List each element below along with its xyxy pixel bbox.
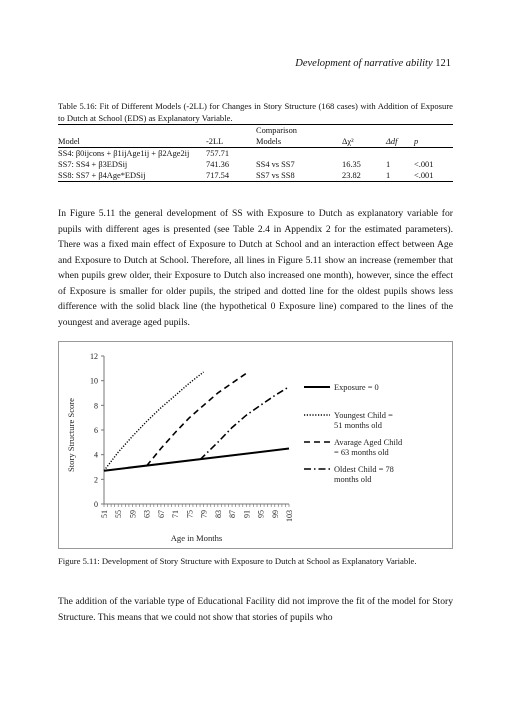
col-header: Δχ² — [342, 136, 386, 148]
col-header: Models — [256, 136, 342, 148]
table-caption: Table 5.16: Fit of Different Models (-2LL) for Changes in Story Structure (168 cases) with Addition of Exposure to Dutch at School (EDS) as Explanatory Variable. — [58, 101, 453, 123]
y-tick-label: 12 — [90, 352, 98, 361]
model-fit-table — [58, 124, 453, 182]
cell-p: <.001 — [414, 160, 434, 169]
x-tick-label: 95 — [256, 510, 266, 518]
cell-ddf: 1 — [386, 160, 391, 169]
y-tick-label: 10 — [90, 376, 98, 386]
line-chart — [59, 342, 454, 550]
legend-label: Oldest Child = 78 — [334, 465, 394, 474]
cell-ll: 741.36 — [206, 160, 230, 169]
legend-label: 51 months old — [334, 421, 382, 430]
running-title: Development of narrative ability — [295, 58, 433, 69]
x-tick-label: 87 — [228, 510, 238, 518]
series-line-dashed — [147, 373, 247, 466]
cell-dchi: 16.35 — [342, 160, 361, 169]
cell-models: SS7 vs SS8 — [256, 170, 342, 182]
paragraph-educational-facility: The addition of the variable type of Educational Facility did not improve the fit of the model for Story Structure. This means that we could not show that stories of pupils who — [58, 596, 453, 623]
page-number: 121 — [435, 58, 451, 69]
legend-label: Avarage Aged Child — [334, 438, 403, 447]
legend-label: Youngest Child = — [334, 411, 393, 420]
table-row — [58, 170, 453, 182]
x-tick-label: 55 — [114, 510, 124, 518]
y-axis-title: Story Structure Score — [66, 398, 76, 472]
y-tick-label: 6 — [94, 426, 98, 435]
x-axis-title: Age in Months — [170, 533, 223, 543]
cell-ll: 757.71 — [206, 149, 230, 158]
cell-dchi — [342, 148, 386, 160]
x-tick-label: 99 — [270, 510, 280, 518]
legend-label: = 63 months old — [334, 448, 389, 457]
x-tick-label: 51 — [100, 510, 109, 518]
table-row — [58, 159, 453, 170]
x-tick-label: 75 — [185, 510, 195, 518]
x-tick-label: 91 — [242, 510, 252, 518]
y-tick-label: 2 — [94, 475, 98, 485]
cell-models — [256, 148, 342, 160]
col-header: Δdf — [386, 136, 414, 148]
y-tick-label: 8 — [94, 401, 98, 411]
cell-ddf: 1 — [386, 170, 414, 182]
series-line-solid — [104, 449, 289, 471]
cell-ll: 717.54 — [206, 170, 256, 182]
cell-dchi: 23.82 — [342, 170, 386, 182]
y-tick-label: 4 — [94, 450, 98, 460]
col-header: p — [414, 136, 453, 148]
cell-p — [414, 148, 453, 160]
col-header: Model — [58, 136, 206, 148]
x-tick-label: 67 — [156, 510, 166, 518]
legend-label: months old — [334, 475, 372, 484]
x-tick-label: 59 — [128, 510, 138, 518]
x-tick-label: 63 — [142, 510, 152, 518]
legend-label: Exposure = 0 — [334, 383, 379, 392]
cell-p: <.001 — [414, 170, 453, 182]
group-header: Comparison — [256, 125, 342, 137]
x-tick-label: 79 — [199, 510, 209, 518]
cell-model: SS8: SS7 + β4Age*EDSij — [58, 170, 206, 182]
cell-models: SS4 vs SS7 — [256, 160, 295, 169]
x-tick-label: 83 — [213, 510, 223, 518]
cell-model: SS7: SS4 + β3EDSij — [58, 160, 128, 169]
cell-model: SS4: β0ijcons + β1ijAge1ij + β2Age2ij — [58, 149, 190, 158]
paragraph-figure-description: In Figure 5.11 the general development of SS with Exposure to Dutch as explanatory variable for pupils with different ages is presented (see Table 2.4 in Appendix 2 for the estimated parameters). There was a fixed main effect of Exposure to Dutch at School and an interaction effect between Age and Exposure to Dutch at School. Therefore, all lines in Figure 5.11 show an increase (remember that when pupils grew older, their Exposure to Dutch also increased one month), however, since the effect of Exposure is smaller for older pupils, the striped and dotted line for the oldest pupils shows less difference with the solid black line (the hypothetical 0 Exposure line) compared to the lines of the youngest and average aged pupils. — [58, 208, 453, 328]
figure-caption: Figure 5.11: Development of Story Structure with Exposure to Dutch at School as Explanatory Variable. — [58, 556, 417, 566]
table-row — [58, 148, 453, 160]
running-header — [295, 58, 451, 69]
y-tick-label: 0 — [94, 500, 98, 509]
x-tick-label: 103 — [285, 510, 294, 522]
col-header: -2LL — [206, 136, 256, 148]
x-tick-label: 71 — [171, 510, 181, 518]
cell-ddf — [386, 148, 414, 160]
figure-5-11 — [58, 341, 453, 549]
table-header-row — [58, 136, 453, 148]
